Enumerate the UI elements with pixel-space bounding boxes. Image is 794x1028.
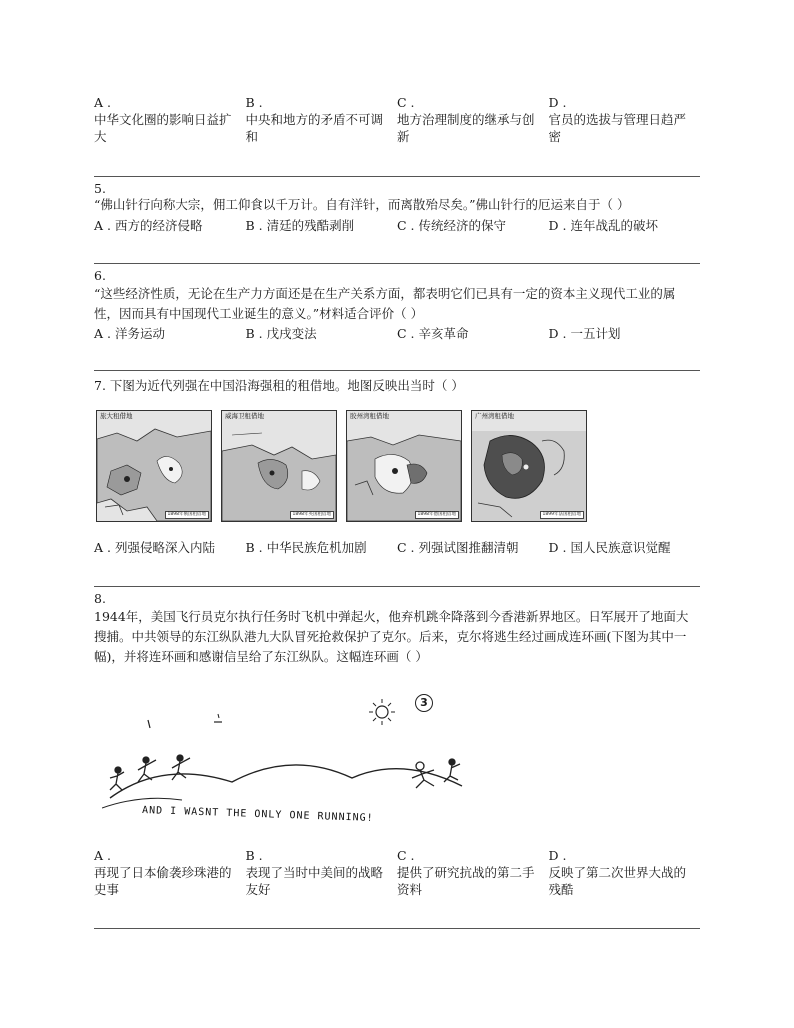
q7-option-d[interactable]: D . 国人民族意识觉醒 bbox=[548, 540, 671, 555]
q5-number: 5. bbox=[94, 181, 106, 196]
divider bbox=[94, 263, 700, 264]
q8-comic bbox=[102, 690, 482, 835]
q6-option-b[interactable]: B . 戊戌变法 bbox=[245, 326, 317, 341]
q8-stem: 1944年，美国飞行员克尔执行任务时飞机中弹起火，他弃机跳伞降落到今香港新界地区。日军展开了地面大搜捕。中共领导的东江纵队港九大队冒死抢救保护了克尔。后来，克尔将逃生经过画成连环画(下图为其中一幅)，并将连环画和感谢信呈给了东江纵队。这幅连环画（ ） bbox=[94, 609, 689, 664]
q5-option-a[interactable]: A . 西方的经济侵略 bbox=[94, 218, 203, 233]
map-jiaozhou-bay bbox=[346, 410, 462, 522]
map-title: 威海卫租借地 bbox=[225, 412, 264, 420]
divider bbox=[94, 176, 700, 177]
map-title: 广州湾租借地 bbox=[475, 412, 514, 420]
q7-stem: 7. 下图为近代列强在中国沿海强租的租借地。地图反映出当时（ ） bbox=[94, 378, 464, 393]
q8-option-b[interactable]: B . 表现了当时中美间的战略友好 bbox=[245, 848, 384, 897]
map-caption: 1898年德国租借地 bbox=[415, 511, 459, 519]
divider bbox=[94, 586, 700, 587]
q8-option-d[interactable]: D . 反映了第二次世界大战的残酷 bbox=[548, 848, 687, 897]
q4-options bbox=[94, 94, 700, 145]
q6-option-d[interactable]: D . 一五计划 bbox=[548, 326, 621, 341]
q8-options bbox=[94, 847, 700, 898]
q7-option-c[interactable]: C . 列强试图推翻清朝 bbox=[397, 540, 519, 555]
q4-option-a[interactable]: A . 中华文化圈的影响日益扩大 bbox=[94, 95, 232, 144]
comic-caption: AND I WASNT THE ONLY ONE RUNNING! bbox=[141, 804, 374, 825]
q7-option-a[interactable]: A . 列强侵略深入内陆 bbox=[94, 540, 215, 555]
q5-option-b[interactable]: B . 清廷的残酷剥削 bbox=[245, 218, 355, 233]
map-lushun-dalian bbox=[96, 410, 212, 522]
q4-option-d[interactable]: D . 官员的选拔与管理日趋严密 bbox=[548, 95, 687, 144]
q6-option-a[interactable]: A . 洋务运动 bbox=[94, 326, 165, 341]
q4-option-b[interactable]: B . 中央和地方的矛盾不可调和 bbox=[245, 95, 384, 144]
divider bbox=[94, 370, 700, 371]
comic-panel-number: 3 bbox=[415, 694, 433, 712]
divider bbox=[94, 928, 700, 929]
q5-option-c[interactable]: C . 传统经济的保守 bbox=[397, 218, 506, 233]
q5-options bbox=[94, 217, 700, 234]
map-title: 旅大租借地 bbox=[100, 412, 133, 420]
map-title: 胶州湾租借地 bbox=[350, 412, 389, 420]
q8-option-c[interactable]: C . 提供了研究抗战的第二手资料 bbox=[397, 848, 535, 897]
q5-stem: “佛山针行向称大宗，佣工仰食以千万计。自有洋针，而离散殆尽矣。”佛山针行的厄运来自于（ ） bbox=[94, 197, 630, 212]
q6-options bbox=[94, 325, 700, 342]
q7-options bbox=[94, 539, 700, 556]
q6-option-c[interactable]: C . 辛亥革命 bbox=[397, 326, 469, 341]
map-caption: 1898年俄国租借地 bbox=[165, 511, 209, 519]
q8-option-a[interactable]: A . 再现了日本偷袭珍珠港的史事 bbox=[94, 848, 232, 897]
q8-number: 8. bbox=[94, 591, 106, 606]
q6-number: 6. bbox=[94, 268, 106, 283]
q7-map-strip bbox=[96, 410, 587, 522]
q4-option-c[interactable]: C . 地方治理制度的继承与创新 bbox=[397, 95, 535, 144]
q6-stem: “这些经济性质，无论在生产力方面还是在生产关系方面，都表明它们已具有一定的资本主义现代工业的属性，因而具有中国现代工业诞生的意义。”材料适合评价（ ） bbox=[94, 286, 676, 321]
exam-page bbox=[94, 0, 700, 1028]
q7-option-b[interactable]: B . 中华民族危机加剧 bbox=[245, 540, 367, 555]
q5-option-d[interactable]: D . 连年战乱的破坏 bbox=[548, 218, 658, 233]
map-guangzhou-bay bbox=[471, 410, 587, 522]
map-caption: 1898年英国租借地 bbox=[290, 511, 334, 519]
map-caption: 1899年法国租借地 bbox=[540, 511, 584, 519]
map-weihaiwei bbox=[221, 410, 337, 522]
